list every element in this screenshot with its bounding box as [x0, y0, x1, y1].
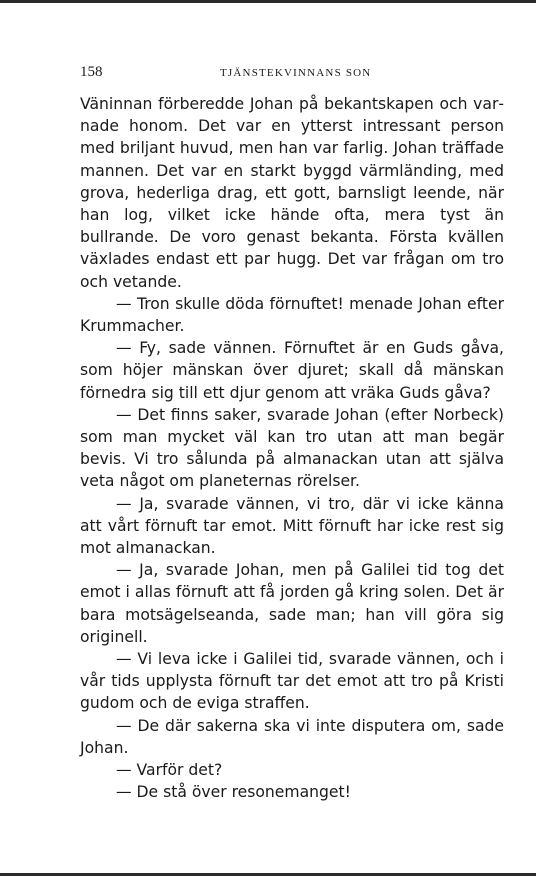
- dialogue-line: — Fy, sade vännen. Förnuftet är en Guds gåva, som höjer mänskan över djuret; skall då mänskan förnedra sig till ett djur genom att vräka Guds gåva?: [80, 339, 504, 402]
- top-border-rule: [0, 0, 536, 3]
- running-head: TJÄNSTEKVINNANS SON: [220, 67, 372, 79]
- dialogue-line: — De stå över resonemanget!: [116, 783, 351, 802]
- dialogue-line: — Ja, svarade Johan, men på Galilei tid tog det emot i allas förnuft att få jorden gå kring solen. Det är bara motsägelseanda, sade man; han vill göra sig originell.: [80, 561, 504, 646]
- dialogue-line: — De där sakerna ska vi inte disputera om, sade Johan.: [80, 716, 504, 757]
- dialogue-line: — Vi leva icke i Galilei tid, svarade vännen, och i vår tids upplysta förnuft tar det emot att tro på Kristi gudom och de eviga straffen.: [80, 650, 504, 713]
- dialogue-line: — Tron skulle döda förnuftet! menade Johan efter Krummacher.: [80, 294, 504, 336]
- paragraph: Väninnan förberedde Johan på bekantskapen och varnade honom. Det var en ytterst intressant person med briljant huvud, men han var farlig. Johan träffade mannen. Det var en starkt byggd värmländing, med grova, hederliga drag, ett gott, barnsligt leende, när han log, vilket icke hände ofta, mera tyst än bullrande. De voro genast bekanta. Första kvällen växlades endast ett par hugg. Det var frågan om tro och vetande.: [80, 95, 504, 291]
- page-header: [80, 63, 504, 81]
- bottom-border-rule: [0, 873, 536, 876]
- dialogue-line: — Det finns saker, svarade Johan (efter Norbeck) som man mycket väl kan tro utan att man begär bevis. Vi tro sålunda på almanackan utan att själva veta något om planeternas rörelser.: [80, 405, 504, 491]
- dialogue-line: — Varför det?: [116, 761, 223, 780]
- page-number: 158: [80, 64, 103, 80]
- dialogue-line: — Ja, svarade vännen, vi tro, där vi icke känna att vårt förnuft tar emot. Mitt förnuft har icke rest sig mot almanackan.: [80, 494, 504, 558]
- body-text: [80, 93, 504, 804]
